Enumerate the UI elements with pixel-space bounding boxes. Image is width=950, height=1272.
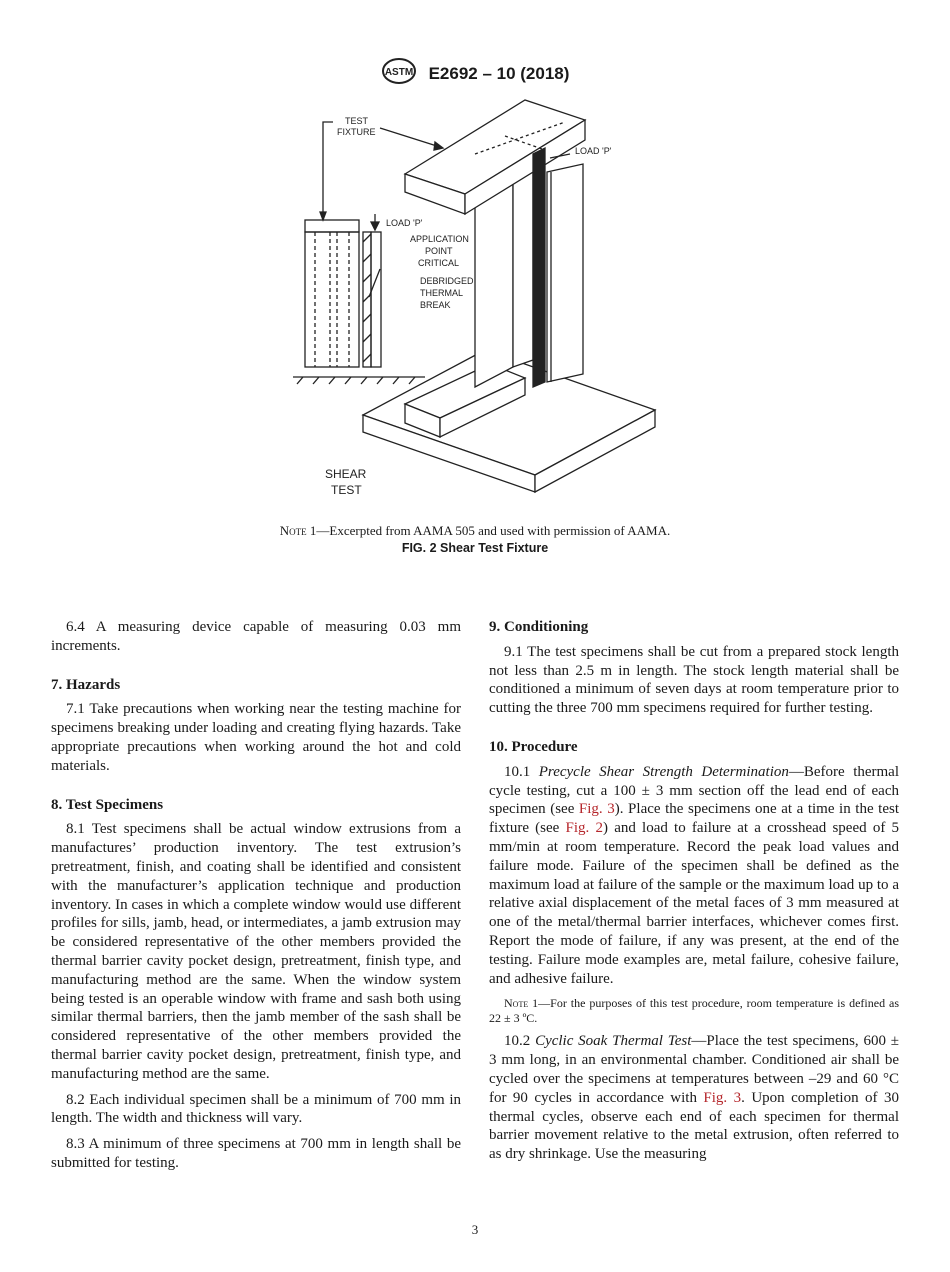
para-8-3: 8.3 A minimum of three specimens at 700 mm in length shall be submitted for testing.: [51, 1136, 461, 1171]
svg-text:THERMAL: THERMAL: [420, 288, 464, 298]
svg-text:POINT: POINT: [425, 246, 453, 256]
svg-text:BREAK: BREAK: [420, 300, 451, 310]
figure-note: Note 1—Excerpted from AAMA 505 and used with permission of AAMA.: [279, 523, 671, 538]
svg-text:TEST: TEST: [331, 483, 362, 497]
para-8-2: 8.2 Each individual specimen shall be a minimum of 700 mm in length. The width and thickness will vary.: [51, 1091, 461, 1127]
para-8-1: 8.1 Test specimens shall be actual window extrusions from a manufactures’ production inventory. The test extrusion’s pretreatment, finish, and coating shall be identified and consistent with the manufacturer’s application technique and production inventory. In cases in which a complete window would use different profiles for sills, jamb, head, or intermediates, a jamb extrusion may be considered representative of the other members provided the thermal barrier cavity pocket design, pretreatment, finish type, and manufacturing method are the same. When the window system being tested is an operable window with frame and sash both using similar thermal barriers, then the jamb member of the sash shall be considered representative of the other members provided the thermal barrier cavity pocket design, pretreatment, finish type, and manufacturing method are the same.: [51, 821, 461, 1082]
section-10-heading: 10. Procedure: [489, 738, 578, 755]
fig-3-link[interactable]: Fig. 3: [703, 1089, 742, 1106]
section-9-heading: 9. Conditioning: [489, 619, 589, 635]
svg-text:ASTM: ASTM: [384, 67, 413, 78]
procedure-note: Note 1—For the purposes of this test procedure, room temperature is defined as 22 ± 3 ºC.: [489, 996, 899, 1026]
para-10-1: 10.1 Precycle Shear Strength Determination—Before thermal cycle testing, cut a 100 ± 3 mm section off the lead end of each specimen (see Fig. 3). Place the specimens one at a time in the test fixture (see Fig. 2) and load to failure at a crosshead speed of 5 mm/min at room temperature. Record the peak load values and failure mode. Failure of the specimen shall be defined as the maximum load at failure of the sample or the maximum load up to a relative axial displacement of the metal faces of 3 mm measured at one of the metal/thermal barrier interfaces, whichever comes first. Report the mode of failure, if any was present, at the end of the testing. Failure mode examples are, metal failure, cohesive failure, and adhesive failure.: [489, 763, 900, 987]
svg-text:FIXTURE: FIXTURE: [337, 127, 376, 137]
shear-test-diagram: [285, 92, 665, 522]
left-column: [51, 618, 461, 1180]
astm-logo: [381, 57, 417, 90]
svg-text:LOAD 'P': LOAD 'P': [386, 218, 423, 228]
section-8-heading: 8. Test Specimens: [51, 796, 164, 813]
svg-text:LOAD 'P': LOAD 'P': [575, 146, 612, 156]
fig-3-link[interactable]: Fig. 3: [578, 801, 615, 818]
para-6-4: 6.4 A measuring device capable of measuring 0.03 mm increments.: [51, 619, 461, 654]
para-10-2: 10.2 Cyclic Soak Thermal Test—Place the test specimens, 600 ± 3 mm long, in an environmental chamber. Conditioned air shall be cycled over the specimens at temperatures between –29 and 60 °C for 90 cycles in accordance with Fig. 3. Upon completion of 30 thermal cycles, observe each end of each specimen for thermal barrier movement relative to the metal extrusion, often referred to as dry shrinkage. Use the measuring: [489, 1033, 900, 1163]
svg-text:DEBRIDGED: DEBRIDGED: [420, 276, 474, 286]
standard-designation: E2692 – 10 (2018): [428, 63, 570, 83]
fig-2-link[interactable]: Fig. 2: [565, 820, 603, 837]
figure-caption: FIG. 2 Shear Test Fixture: [401, 541, 549, 555]
svg-text:APPLICATION: APPLICATION: [410, 234, 469, 244]
section-7-heading: 7. Hazards: [51, 676, 121, 693]
right-column: [489, 618, 899, 1171]
page-number: 3: [471, 1222, 479, 1237]
svg-text:TEST: TEST: [345, 116, 369, 126]
page-header: [0, 57, 950, 90]
shear-test-figure: [285, 92, 665, 522]
para-9-1: 9.1 The test specimens shall be cut from a prepared stock length not less than 2.5 m in length. The stock length material shall be conditioned a minimum of seven days at room temperature prior to cutting the three 700 mm specimens required for further testing.: [489, 643, 899, 717]
svg-text:SHEAR: SHEAR: [325, 467, 367, 481]
svg-text:CRITICAL: CRITICAL: [418, 258, 460, 268]
para-7-1: 7.1 Take precautions when working near the testing machine for specimens breaking under loading and creating flying hazards. Take appropriate precautions when working around the hot and cold materials.: [51, 701, 461, 774]
